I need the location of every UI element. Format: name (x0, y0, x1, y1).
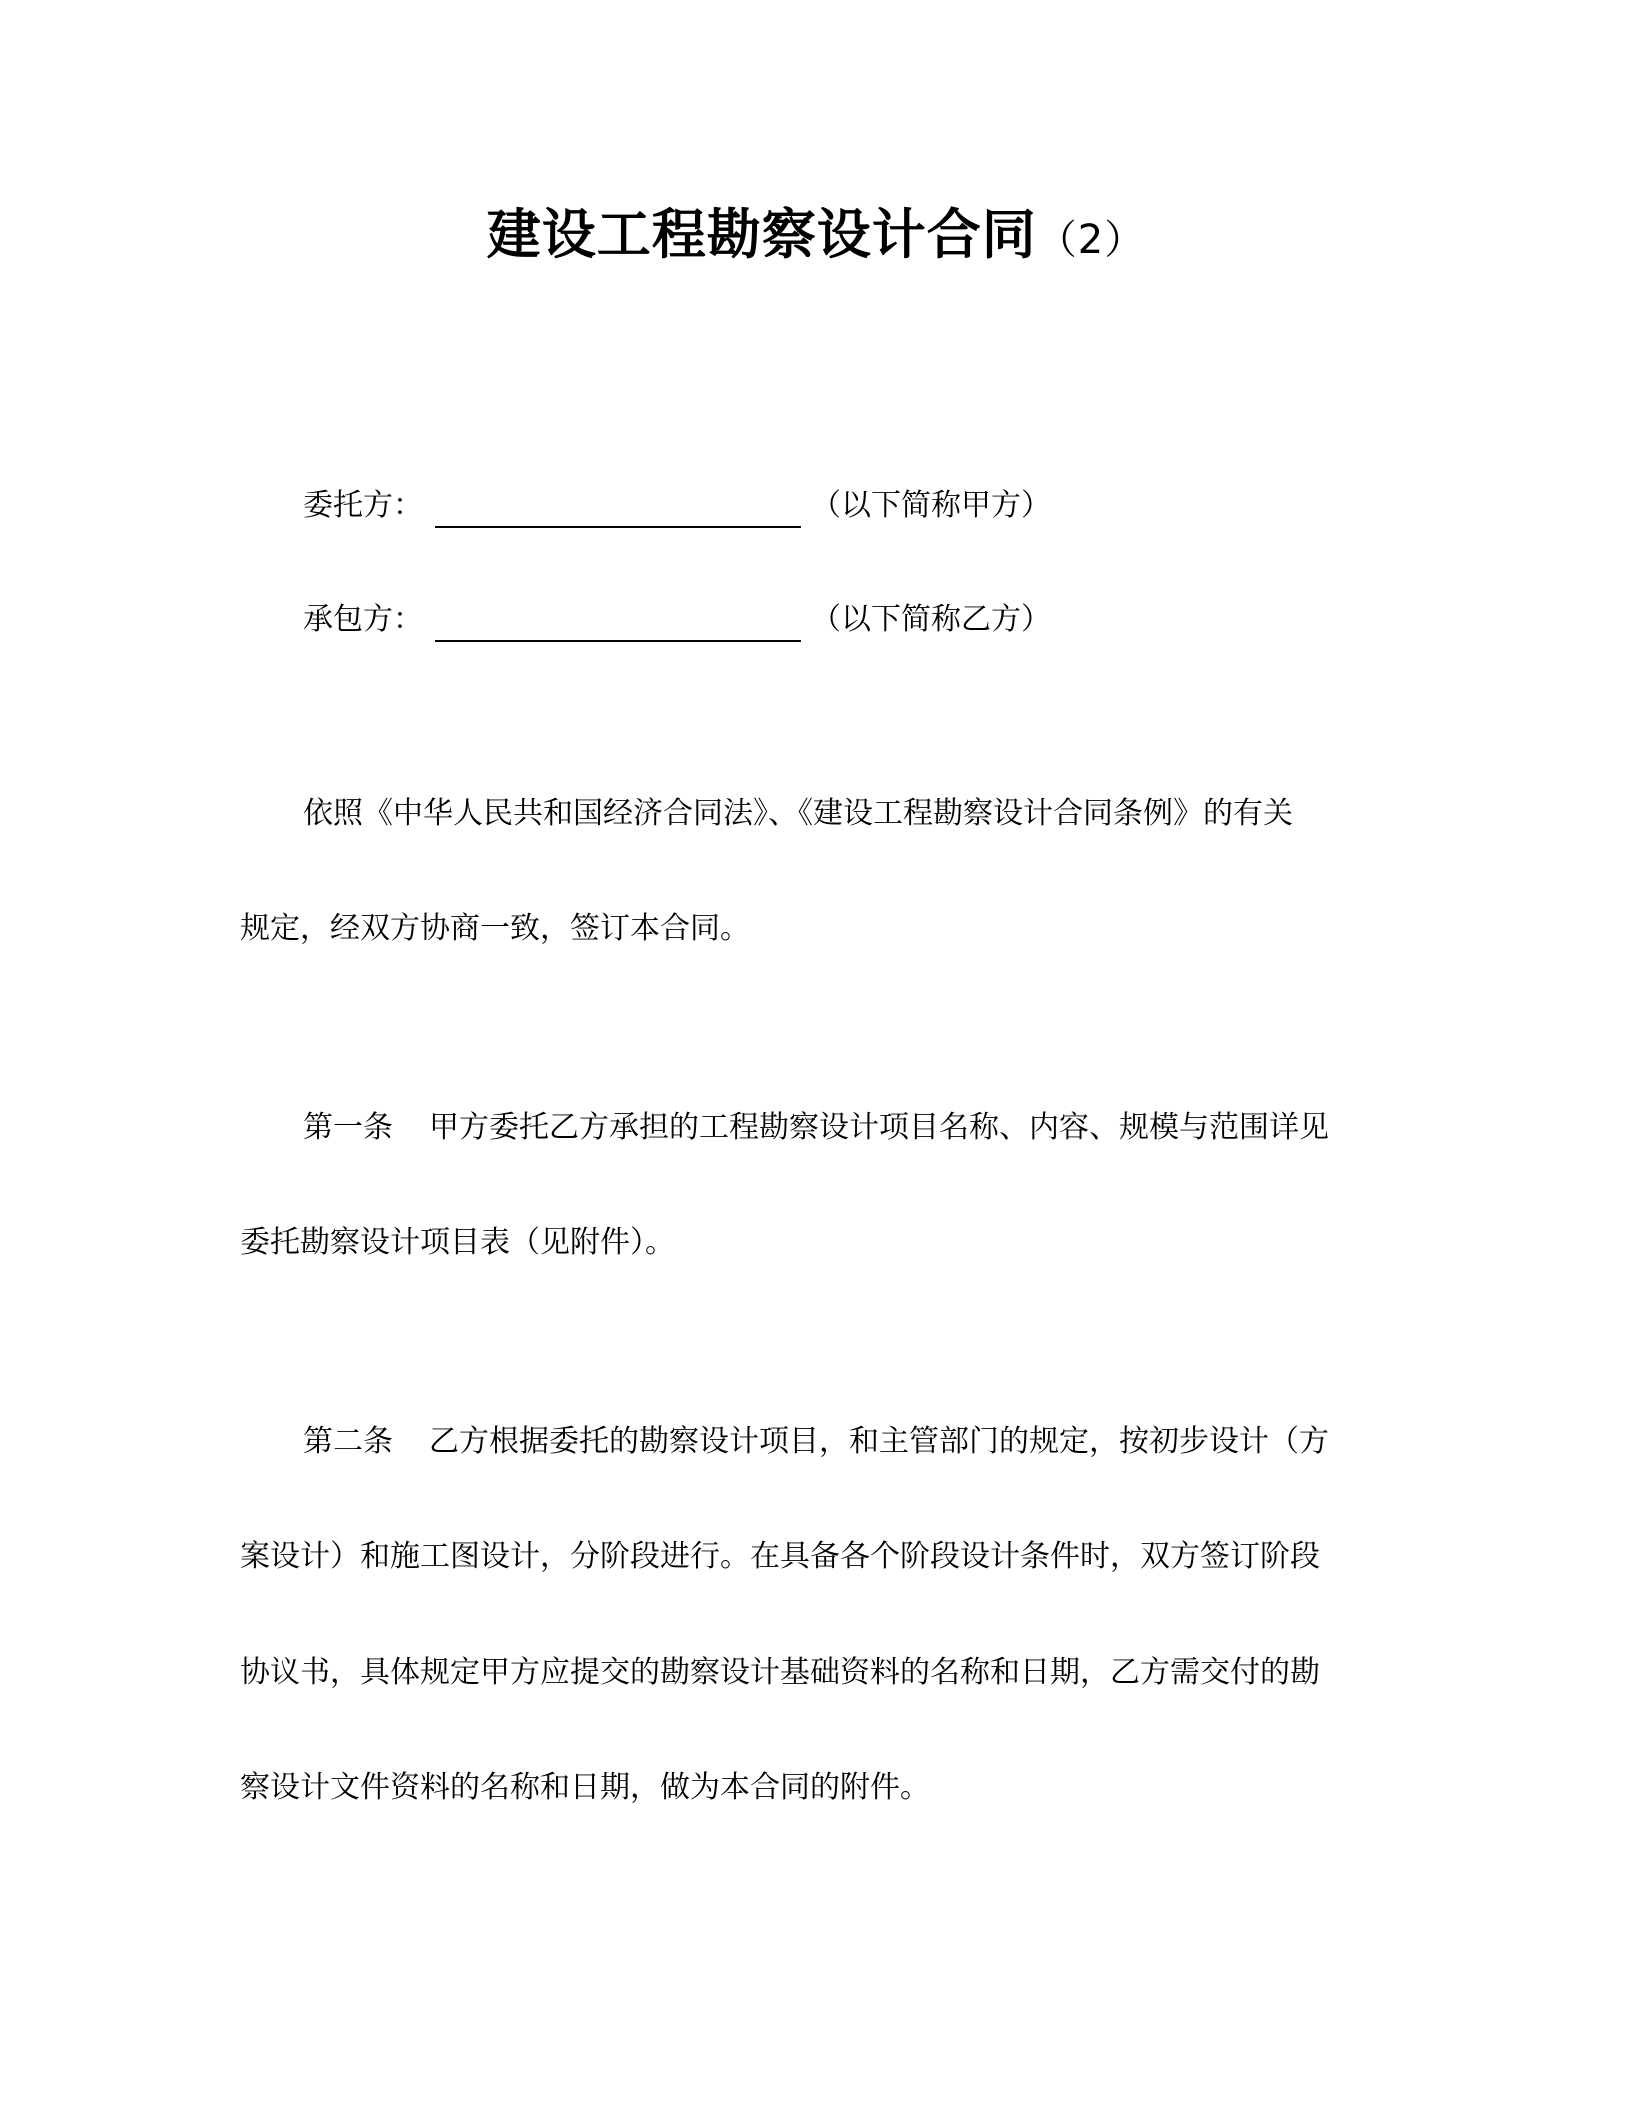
party-contractor-blank (435, 606, 801, 642)
article-2-line-3: 协议书，具体规定甲方应提交的勘察设计基础资料的名称和日期，乙方需交付的勘 (240, 1655, 1320, 1690)
title-suffix: （2） (1036, 217, 1146, 263)
article-2-line-1 (303, 1420, 1329, 1464)
article-2-heading: 第二条 (303, 1424, 393, 1459)
party-contractor-label: 承包方： (303, 602, 423, 637)
article-1-line-1 (303, 1106, 1329, 1150)
party-client-blank (435, 492, 801, 528)
document-title (0, 200, 1632, 275)
preamble-line-2: 规定，经双方协商一致，签订本合同。 (240, 911, 750, 946)
party-client-note: （以下简称甲方） (811, 488, 1051, 523)
article-2-text-1: 乙方根据委托的勘察设计项目，和主管部门的规定，按初步设计（方 (429, 1424, 1329, 1459)
title-text: 建设工程勘察设计合同 (486, 203, 1037, 266)
preamble-line-1: 依照《中华人民共和国经济合同法》、《建设工程勘察设计合同条例》的有关 (303, 796, 1293, 831)
article-2-line-2: 案设计）和施工图设计，分阶段进行。在具备各个阶段设计条件时，双方签订阶段 (240, 1539, 1320, 1574)
article-1-text-1: 甲方委托乙方承担的工程勘察设计项目名称、内容、规模与范围详见 (429, 1110, 1329, 1145)
article-1-heading: 第一条 (303, 1110, 393, 1145)
party-client (303, 484, 1051, 528)
party-contractor (303, 598, 1051, 642)
article-2-line-4: 察设计文件资料的名称和日期，做为本合同的附件。 (240, 1770, 930, 1805)
article-1-line-2: 委托勘察设计项目表（见附件）。 (240, 1225, 675, 1260)
party-contractor-note: （以下简称乙方） (811, 602, 1051, 637)
party-client-label: 委托方： (303, 488, 423, 523)
